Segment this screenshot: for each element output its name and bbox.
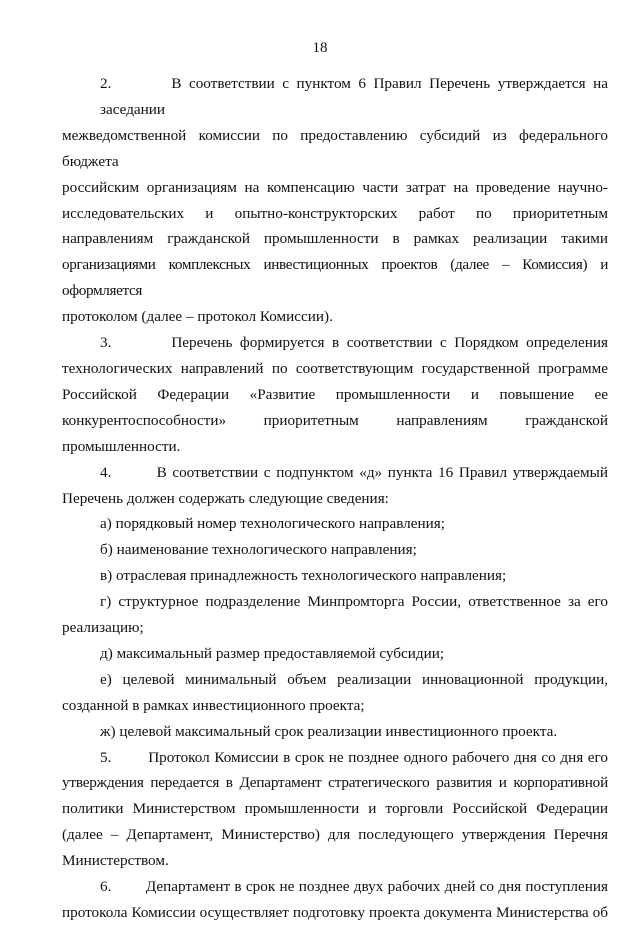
paragraph-2 <box>62 71 608 330</box>
text-line: исследовательских и опытно-конструкторских работ по приоритетным <box>62 204 608 222</box>
text-line: в) отраслевая принадлежность технологического направления; <box>100 567 507 585</box>
text-line: направлениям гражданской промышленности в рамках реализации такими <box>62 230 608 248</box>
text-line: Перечень должен содержать следующие сведения: <box>62 489 389 507</box>
text-line: ж) целевой максимальный срок реализации инвестиционного проекта. <box>100 722 558 740</box>
paragraph-4 <box>62 460 608 512</box>
list-item-v <box>62 563 608 589</box>
text-line: д) максимальный размер предоставляемой субсидии; <box>100 644 445 662</box>
text-line: конкурентоспособности» приоритетным направлениям гражданской <box>62 411 608 429</box>
text-line: Министерством. <box>62 852 169 870</box>
text-line: протокола Комиссии осуществляет подготовку проекта документа Министерства об <box>62 904 608 921</box>
text-line: г) структурное подразделение Минпромторга России, ответственное за его <box>100 593 608 611</box>
document-body <box>62 71 608 926</box>
text-line: 6. Департамент в срок не позднее двух рабочих дней со дня поступления <box>100 878 608 896</box>
text-line: е) целевой минимальный объем реализации инновационной продукции, <box>100 670 608 688</box>
text-line: реализацию; <box>62 619 144 637</box>
text-line: российским организациям на компенсацию части затрат на проведение научно- <box>62 178 608 196</box>
text-line: 2. В соответствии с пунктом 6 Правил Перечень утверждается на заседании <box>100 75 608 118</box>
list-item-d <box>62 641 608 667</box>
text-line: технологических направлений по соответствующим государственной программе <box>62 359 608 377</box>
text-line: политики Министерством промышленности и торговли Российской Федерации <box>62 800 608 818</box>
text-line: (далее – Департамент, Министерство) для последующего утверждения Перечня <box>62 826 608 844</box>
text-line: 4. В соответствии с подпунктом «д» пункта 16 Правил утверждаемый <box>100 463 608 481</box>
text-line: а) порядковый номер технологического направления; <box>100 515 445 533</box>
text-line: 5. Протокол Комиссии в срок не позднее одного рабочего дня со дня его <box>100 748 608 766</box>
list-item-g <box>62 589 608 641</box>
text-line: б) наименование технологического направления; <box>100 541 417 559</box>
text-line: организациями комплексных инвестиционных проектов (далее – Комиссия) и оформляется <box>62 256 608 300</box>
text-line: утверждения передается в Департамент стратегического развития и корпоративной <box>62 774 608 792</box>
paragraph-5 <box>62 745 608 875</box>
page-number: 18 <box>312 40 328 56</box>
text-line: Российской Федерации «Развитие промышленности и повышение ее <box>62 385 608 403</box>
list-item-b <box>62 537 608 563</box>
paragraph-6 <box>62 874 608 926</box>
text-line: протоколом (далее – протокол Комиссии). <box>62 308 333 326</box>
list-item-e <box>62 667 608 719</box>
list-item-zh <box>62 719 608 745</box>
paragraph-3 <box>62 330 608 460</box>
list-item-a <box>62 511 608 537</box>
text-line: межведомственной комиссии по предоставлению субсидий из федерального бюджета <box>62 126 608 170</box>
text-line: созданной в рамках инвестиционного проекта; <box>62 696 365 714</box>
text-line: промышленности. <box>62 437 181 455</box>
text-line: 3. Перечень формируется в соответствии с Порядком определения <box>100 334 608 352</box>
